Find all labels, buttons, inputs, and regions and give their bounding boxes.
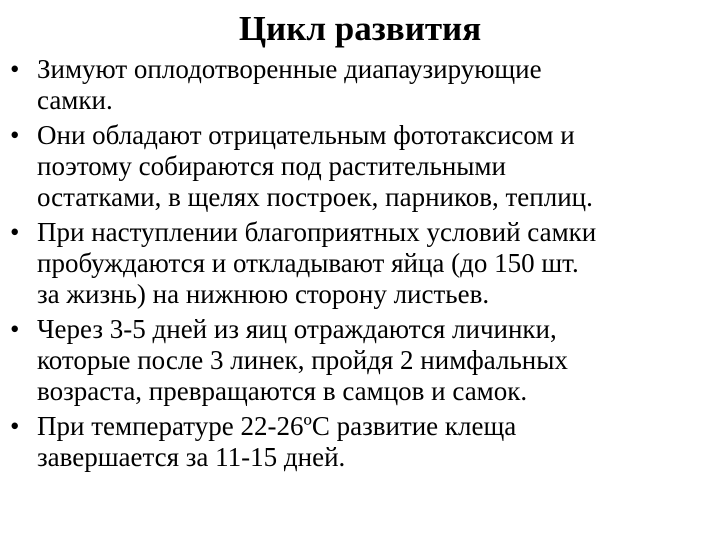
bullet-line: • Они обладают отрицательным фототаксисом и bbox=[37, 120, 575, 150]
bullet-line: завершается за 11-15 дней. bbox=[37, 442, 346, 472]
bullet-line: • При наступлении благоприятных условий самки bbox=[37, 217, 597, 247]
bullet-item-2 bbox=[8, 120, 708, 213]
bullet-line: • При температуре 22-26ºС развитие клеща bbox=[37, 411, 517, 441]
bullet-line: за жизнь) на нижнюю сторону листьев. bbox=[37, 279, 490, 309]
bullet-item-3 bbox=[8, 217, 708, 310]
bullet-item-4 bbox=[8, 314, 708, 407]
bullet-line: • Через 3-5 дней из яиц отраждаются личинки, bbox=[37, 314, 557, 344]
slide-title: Цикл развития bbox=[238, 9, 482, 48]
bullet-line: поэтому собираются под растительными bbox=[37, 151, 506, 181]
bullet-list bbox=[8, 54, 708, 477]
bullet-line: которые после 3 линек, пройдя 2 нимфальных bbox=[37, 345, 568, 375]
bullet-line: пробуждаются и откладывают яйца (до 150 шт. bbox=[37, 248, 579, 278]
bullet-item-1 bbox=[8, 54, 708, 116]
bullet-item-5 bbox=[8, 411, 708, 473]
bullet-line: остатками, в щелях построек, парников, теплиц. bbox=[37, 182, 593, 212]
bullet-line: • Зимуют оплодотворенные диапаузирующие bbox=[37, 54, 542, 84]
bullet-line: возраста, превращаются в самцов и самок. bbox=[37, 376, 528, 406]
bullet-line: самки. bbox=[37, 85, 113, 115]
